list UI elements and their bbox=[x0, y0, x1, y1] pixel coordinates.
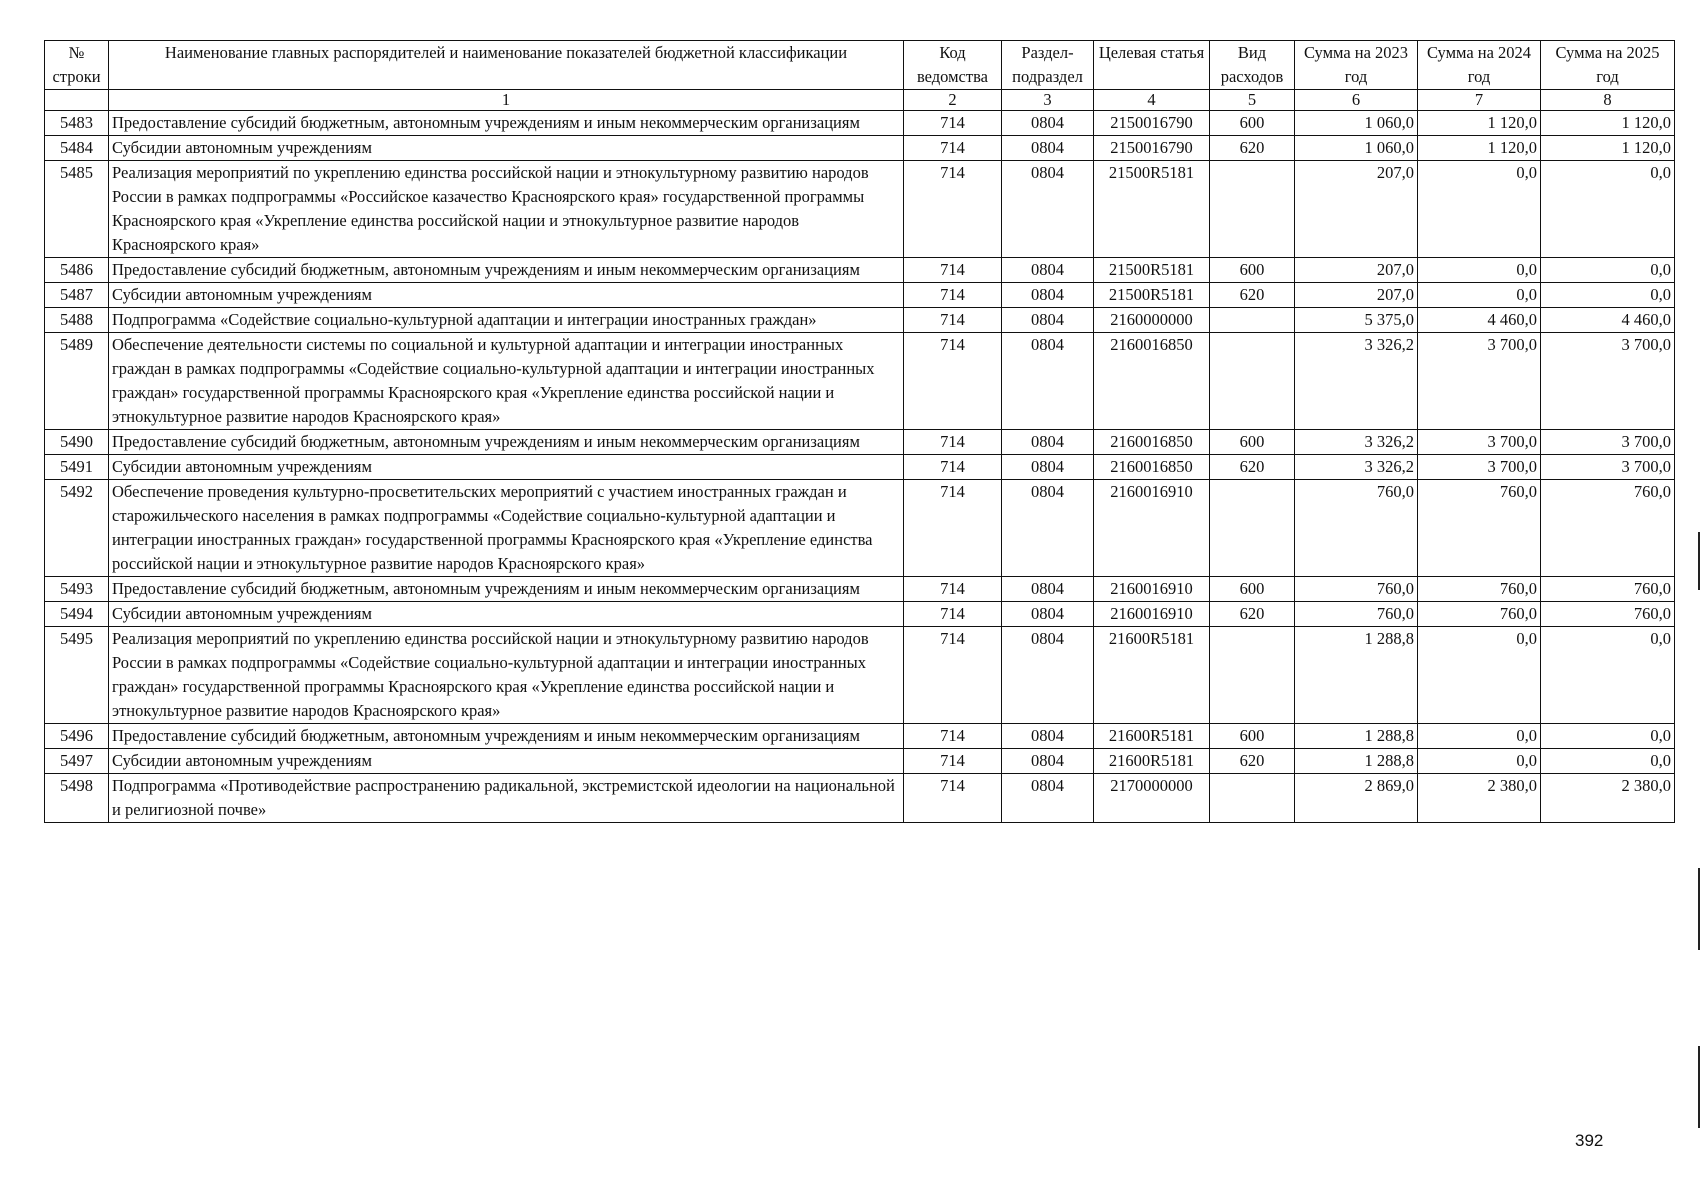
cell-target: 2160016850 bbox=[1094, 333, 1210, 430]
cell-sum-2024: 2 380,0 bbox=[1418, 774, 1541, 823]
header-row bbox=[45, 41, 1675, 90]
header-sum-2023: Сумма на 2023 год bbox=[1295, 41, 1418, 90]
column-number: 3 bbox=[1002, 90, 1094, 111]
cell-row-no: 5494 bbox=[45, 602, 109, 627]
scan-edge-mark bbox=[1698, 532, 1700, 590]
cell-name: Субсидии автономным учреждениям bbox=[109, 136, 904, 161]
cell-name: Субсидии автономным учреждениям bbox=[109, 455, 904, 480]
cell-expense-type: 600 bbox=[1210, 724, 1295, 749]
table-row bbox=[45, 455, 1675, 480]
cell-row-no: 5488 bbox=[45, 308, 109, 333]
cell-sum-2024: 760,0 bbox=[1418, 602, 1541, 627]
cell-dept-code: 714 bbox=[904, 627, 1002, 724]
header-expense-type: Вид расходов bbox=[1210, 41, 1295, 90]
cell-section: 0804 bbox=[1002, 283, 1094, 308]
cell-dept-code: 714 bbox=[904, 161, 1002, 258]
cell-expense-type: 620 bbox=[1210, 283, 1295, 308]
cell-name: Подпрограмма «Противодействие распространению радикальной, экстремистской идеологии на национальной и религиозной почве» bbox=[109, 774, 904, 823]
table-row bbox=[45, 627, 1675, 724]
cell-target: 21600R5181 bbox=[1094, 724, 1210, 749]
cell-sum-2025: 3 700,0 bbox=[1541, 430, 1675, 455]
table-row bbox=[45, 724, 1675, 749]
cell-target: 2160016910 bbox=[1094, 480, 1210, 577]
cell-section: 0804 bbox=[1002, 577, 1094, 602]
cell-row-no: 5483 bbox=[45, 111, 109, 136]
table-row bbox=[45, 774, 1675, 823]
cell-name: Предоставление субсидий бюджетным, автономным учреждениям и иным некоммерческим организациям bbox=[109, 724, 904, 749]
scan-edge-mark bbox=[1698, 1046, 1700, 1128]
cell-expense-type bbox=[1210, 627, 1295, 724]
cell-target: 2160016850 bbox=[1094, 455, 1210, 480]
cell-name: Предоставление субсидий бюджетным, автономным учреждениям и иным некоммерческим организациям bbox=[109, 111, 904, 136]
cell-sum-2024: 0,0 bbox=[1418, 627, 1541, 724]
cell-sum-2025: 3 700,0 bbox=[1541, 333, 1675, 430]
column-number bbox=[45, 90, 109, 111]
cell-sum-2023: 1 060,0 bbox=[1295, 136, 1418, 161]
cell-sum-2025: 4 460,0 bbox=[1541, 308, 1675, 333]
cell-expense-type: 620 bbox=[1210, 136, 1295, 161]
cell-target: 21500R5181 bbox=[1094, 258, 1210, 283]
cell-sum-2023: 207,0 bbox=[1295, 258, 1418, 283]
cell-row-no: 5487 bbox=[45, 283, 109, 308]
cell-section: 0804 bbox=[1002, 136, 1094, 161]
cell-name: Подпрограмма «Содействие социально-культурной адаптации и интеграции иностранных граждан» bbox=[109, 308, 904, 333]
cell-sum-2025: 2 380,0 bbox=[1541, 774, 1675, 823]
cell-target: 2160016910 bbox=[1094, 577, 1210, 602]
cell-dept-code: 714 bbox=[904, 283, 1002, 308]
cell-dept-code: 714 bbox=[904, 136, 1002, 161]
cell-expense-type: 600 bbox=[1210, 430, 1295, 455]
header-sum-2024: Сумма на 2024 год bbox=[1418, 41, 1541, 90]
cell-target: 21600R5181 bbox=[1094, 749, 1210, 774]
cell-sum-2024: 0,0 bbox=[1418, 258, 1541, 283]
column-number: 6 bbox=[1295, 90, 1418, 111]
cell-sum-2025: 1 120,0 bbox=[1541, 111, 1675, 136]
cell-sum-2023: 207,0 bbox=[1295, 283, 1418, 308]
cell-name: Субсидии автономным учреждениям bbox=[109, 749, 904, 774]
cell-row-no: 5485 bbox=[45, 161, 109, 258]
cell-sum-2024: 3 700,0 bbox=[1418, 430, 1541, 455]
cell-sum-2023: 1 288,8 bbox=[1295, 749, 1418, 774]
cell-expense-type bbox=[1210, 333, 1295, 430]
cell-sum-2024: 0,0 bbox=[1418, 724, 1541, 749]
table-row bbox=[45, 258, 1675, 283]
cell-dept-code: 714 bbox=[904, 749, 1002, 774]
header-section: Раздел-подраздел bbox=[1002, 41, 1094, 90]
cell-row-no: 5498 bbox=[45, 774, 109, 823]
cell-sum-2025: 3 700,0 bbox=[1541, 455, 1675, 480]
column-number: 2 bbox=[904, 90, 1002, 111]
column-number: 4 bbox=[1094, 90, 1210, 111]
cell-sum-2024: 3 700,0 bbox=[1418, 333, 1541, 430]
header-row-no: № строки bbox=[45, 41, 109, 90]
cell-sum-2024: 0,0 bbox=[1418, 749, 1541, 774]
cell-section: 0804 bbox=[1002, 774, 1094, 823]
cell-dept-code: 714 bbox=[904, 430, 1002, 455]
cell-row-no: 5491 bbox=[45, 455, 109, 480]
cell-section: 0804 bbox=[1002, 749, 1094, 774]
table-row bbox=[45, 577, 1675, 602]
cell-target: 21500R5181 bbox=[1094, 283, 1210, 308]
cell-sum-2023: 207,0 bbox=[1295, 161, 1418, 258]
cell-sum-2025: 0,0 bbox=[1541, 749, 1675, 774]
table-row bbox=[45, 333, 1675, 430]
cell-sum-2023: 5 375,0 bbox=[1295, 308, 1418, 333]
cell-section: 0804 bbox=[1002, 333, 1094, 430]
table-row bbox=[45, 136, 1675, 161]
cell-expense-type bbox=[1210, 308, 1295, 333]
cell-expense-type: 620 bbox=[1210, 602, 1295, 627]
cell-dept-code: 714 bbox=[904, 455, 1002, 480]
cell-name: Субсидии автономным учреждениям bbox=[109, 283, 904, 308]
cell-target: 2150016790 bbox=[1094, 111, 1210, 136]
cell-sum-2024: 4 460,0 bbox=[1418, 308, 1541, 333]
cell-sum-2024: 0,0 bbox=[1418, 161, 1541, 258]
cell-sum-2025: 760,0 bbox=[1541, 577, 1675, 602]
header-target: Целевая статья bbox=[1094, 41, 1210, 90]
budget-table bbox=[44, 40, 1675, 823]
cell-section: 0804 bbox=[1002, 480, 1094, 577]
cell-name: Реализация мероприятий по укреплению единства российской нации и этнокультурному развитию народов России в рамках подпрограммы «Российское казачество Красноярского края» государственной программы Красноярского края «Укрепление единства российской нации и этнокультурное развитие народов Красноярского края» bbox=[109, 161, 904, 258]
cell-row-no: 5486 bbox=[45, 258, 109, 283]
column-numbers-row bbox=[45, 90, 1675, 111]
cell-target: 2160000000 bbox=[1094, 308, 1210, 333]
cell-sum-2024: 760,0 bbox=[1418, 577, 1541, 602]
cell-sum-2023: 760,0 bbox=[1295, 480, 1418, 577]
cell-sum-2023: 3 326,2 bbox=[1295, 333, 1418, 430]
header-sum-2025: Сумма на 2025 год bbox=[1541, 41, 1675, 90]
cell-dept-code: 714 bbox=[904, 724, 1002, 749]
cell-sum-2025: 0,0 bbox=[1541, 283, 1675, 308]
cell-dept-code: 714 bbox=[904, 774, 1002, 823]
cell-sum-2023: 3 326,2 bbox=[1295, 455, 1418, 480]
cell-target: 21600R5181 bbox=[1094, 627, 1210, 724]
cell-dept-code: 714 bbox=[904, 111, 1002, 136]
cell-sum-2024: 760,0 bbox=[1418, 480, 1541, 577]
table-row bbox=[45, 283, 1675, 308]
cell-row-no: 5484 bbox=[45, 136, 109, 161]
cell-sum-2023: 2 869,0 bbox=[1295, 774, 1418, 823]
header-name: Наименование главных распорядителей и наименование показателей бюджетной классификации bbox=[109, 41, 904, 90]
cell-sum-2024: 1 120,0 bbox=[1418, 136, 1541, 161]
cell-section: 0804 bbox=[1002, 161, 1094, 258]
cell-dept-code: 714 bbox=[904, 308, 1002, 333]
cell-row-no: 5495 bbox=[45, 627, 109, 724]
cell-target: 2150016790 bbox=[1094, 136, 1210, 161]
cell-sum-2024: 3 700,0 bbox=[1418, 455, 1541, 480]
cell-sum-2025: 760,0 bbox=[1541, 480, 1675, 577]
cell-dept-code: 714 bbox=[904, 333, 1002, 430]
cell-name: Обеспечение проведения культурно-просветительских мероприятий с участием иностранных граждан и старожильческого населения в рамках подпрограммы «Содействие социально-культурной адаптации и интеграции иностранных граждан» государственной программы Красноярского края «Укрепление единства российской нации и этнокультурное развитие народов Красноярского края» bbox=[109, 480, 904, 577]
cell-sum-2024: 1 120,0 bbox=[1418, 111, 1541, 136]
column-number: 7 bbox=[1418, 90, 1541, 111]
cell-name: Предоставление субсидий бюджетным, автономным учреждениям и иным некоммерческим организациям bbox=[109, 258, 904, 283]
cell-expense-type: 600 bbox=[1210, 577, 1295, 602]
cell-expense-type: 620 bbox=[1210, 455, 1295, 480]
cell-target: 21500R5181 bbox=[1094, 161, 1210, 258]
cell-row-no: 5492 bbox=[45, 480, 109, 577]
cell-section: 0804 bbox=[1002, 602, 1094, 627]
cell-section: 0804 bbox=[1002, 455, 1094, 480]
cell-sum-2023: 760,0 bbox=[1295, 602, 1418, 627]
table-row bbox=[45, 430, 1675, 455]
cell-sum-2023: 1 060,0 bbox=[1295, 111, 1418, 136]
cell-section: 0804 bbox=[1002, 308, 1094, 333]
cell-section: 0804 bbox=[1002, 258, 1094, 283]
cell-row-no: 5493 bbox=[45, 577, 109, 602]
cell-expense-type bbox=[1210, 161, 1295, 258]
cell-target: 2160016850 bbox=[1094, 430, 1210, 455]
cell-row-no: 5496 bbox=[45, 724, 109, 749]
cell-name: Предоставление субсидий бюджетным, автономным учреждениям и иным некоммерческим организациям bbox=[109, 430, 904, 455]
cell-section: 0804 bbox=[1002, 627, 1094, 724]
cell-sum-2025: 0,0 bbox=[1541, 627, 1675, 724]
table-header bbox=[45, 41, 1675, 111]
cell-sum-2025: 0,0 bbox=[1541, 724, 1675, 749]
cell-dept-code: 714 bbox=[904, 480, 1002, 577]
page-number: 392 bbox=[1575, 1131, 1604, 1150]
cell-expense-type bbox=[1210, 774, 1295, 823]
cell-row-no: 5490 bbox=[45, 430, 109, 455]
cell-expense-type: 600 bbox=[1210, 258, 1295, 283]
cell-sum-2023: 1 288,8 bbox=[1295, 724, 1418, 749]
cell-expense-type: 620 bbox=[1210, 749, 1295, 774]
table-row bbox=[45, 602, 1675, 627]
cell-expense-type bbox=[1210, 480, 1295, 577]
cell-name: Субсидии автономным учреждениям bbox=[109, 602, 904, 627]
table-row bbox=[45, 111, 1675, 136]
cell-dept-code: 714 bbox=[904, 258, 1002, 283]
cell-sum-2025: 1 120,0 bbox=[1541, 136, 1675, 161]
cell-name: Обеспечение деятельности системы по социальной и культурной адаптации и интеграции иностранных граждан в рамках подпрограммы «Содействие социально-культурной адаптации и интеграции иностранных граждан» государственной программы Красноярского края «Укрепление единства российской нации и этнокультурное развитие народов Красноярского края» bbox=[109, 333, 904, 430]
scan-edge-mark bbox=[1698, 868, 1700, 950]
cell-target: 2170000000 bbox=[1094, 774, 1210, 823]
cell-sum-2023: 760,0 bbox=[1295, 577, 1418, 602]
cell-dept-code: 714 bbox=[904, 577, 1002, 602]
cell-dept-code: 714 bbox=[904, 602, 1002, 627]
table-row bbox=[45, 161, 1675, 258]
cell-sum-2023: 1 288,8 bbox=[1295, 627, 1418, 724]
cell-section: 0804 bbox=[1002, 430, 1094, 455]
table-row bbox=[45, 480, 1675, 577]
cell-sum-2025: 0,0 bbox=[1541, 258, 1675, 283]
cell-section: 0804 bbox=[1002, 724, 1094, 749]
cell-section: 0804 bbox=[1002, 111, 1094, 136]
cell-target: 2160016910 bbox=[1094, 602, 1210, 627]
table-body bbox=[45, 111, 1675, 823]
cell-name: Предоставление субсидий бюджетным, автономным учреждениям и иным некоммерческим организациям bbox=[109, 577, 904, 602]
table-row bbox=[45, 749, 1675, 774]
cell-name: Реализация мероприятий по укреплению единства российской нации и этнокультурному развитию народов России в рамках подпрограммы «Содействие социально-культурной адаптации и интеграции иностранных граждан» государственной программы Красноярского края «Укрепление единства российской нации и этнокультурное развитие народов Красноярского края» bbox=[109, 627, 904, 724]
column-number: 8 bbox=[1541, 90, 1675, 111]
cell-sum-2023: 3 326,2 bbox=[1295, 430, 1418, 455]
cell-sum-2025: 0,0 bbox=[1541, 161, 1675, 258]
cell-row-no: 5489 bbox=[45, 333, 109, 430]
header-dept-code: Код ведомства bbox=[904, 41, 1002, 90]
cell-row-no: 5497 bbox=[45, 749, 109, 774]
cell-sum-2025: 760,0 bbox=[1541, 602, 1675, 627]
column-number: 5 bbox=[1210, 90, 1295, 111]
table-row bbox=[45, 308, 1675, 333]
cell-sum-2024: 0,0 bbox=[1418, 283, 1541, 308]
column-number: 1 bbox=[109, 90, 904, 111]
cell-expense-type: 600 bbox=[1210, 111, 1295, 136]
